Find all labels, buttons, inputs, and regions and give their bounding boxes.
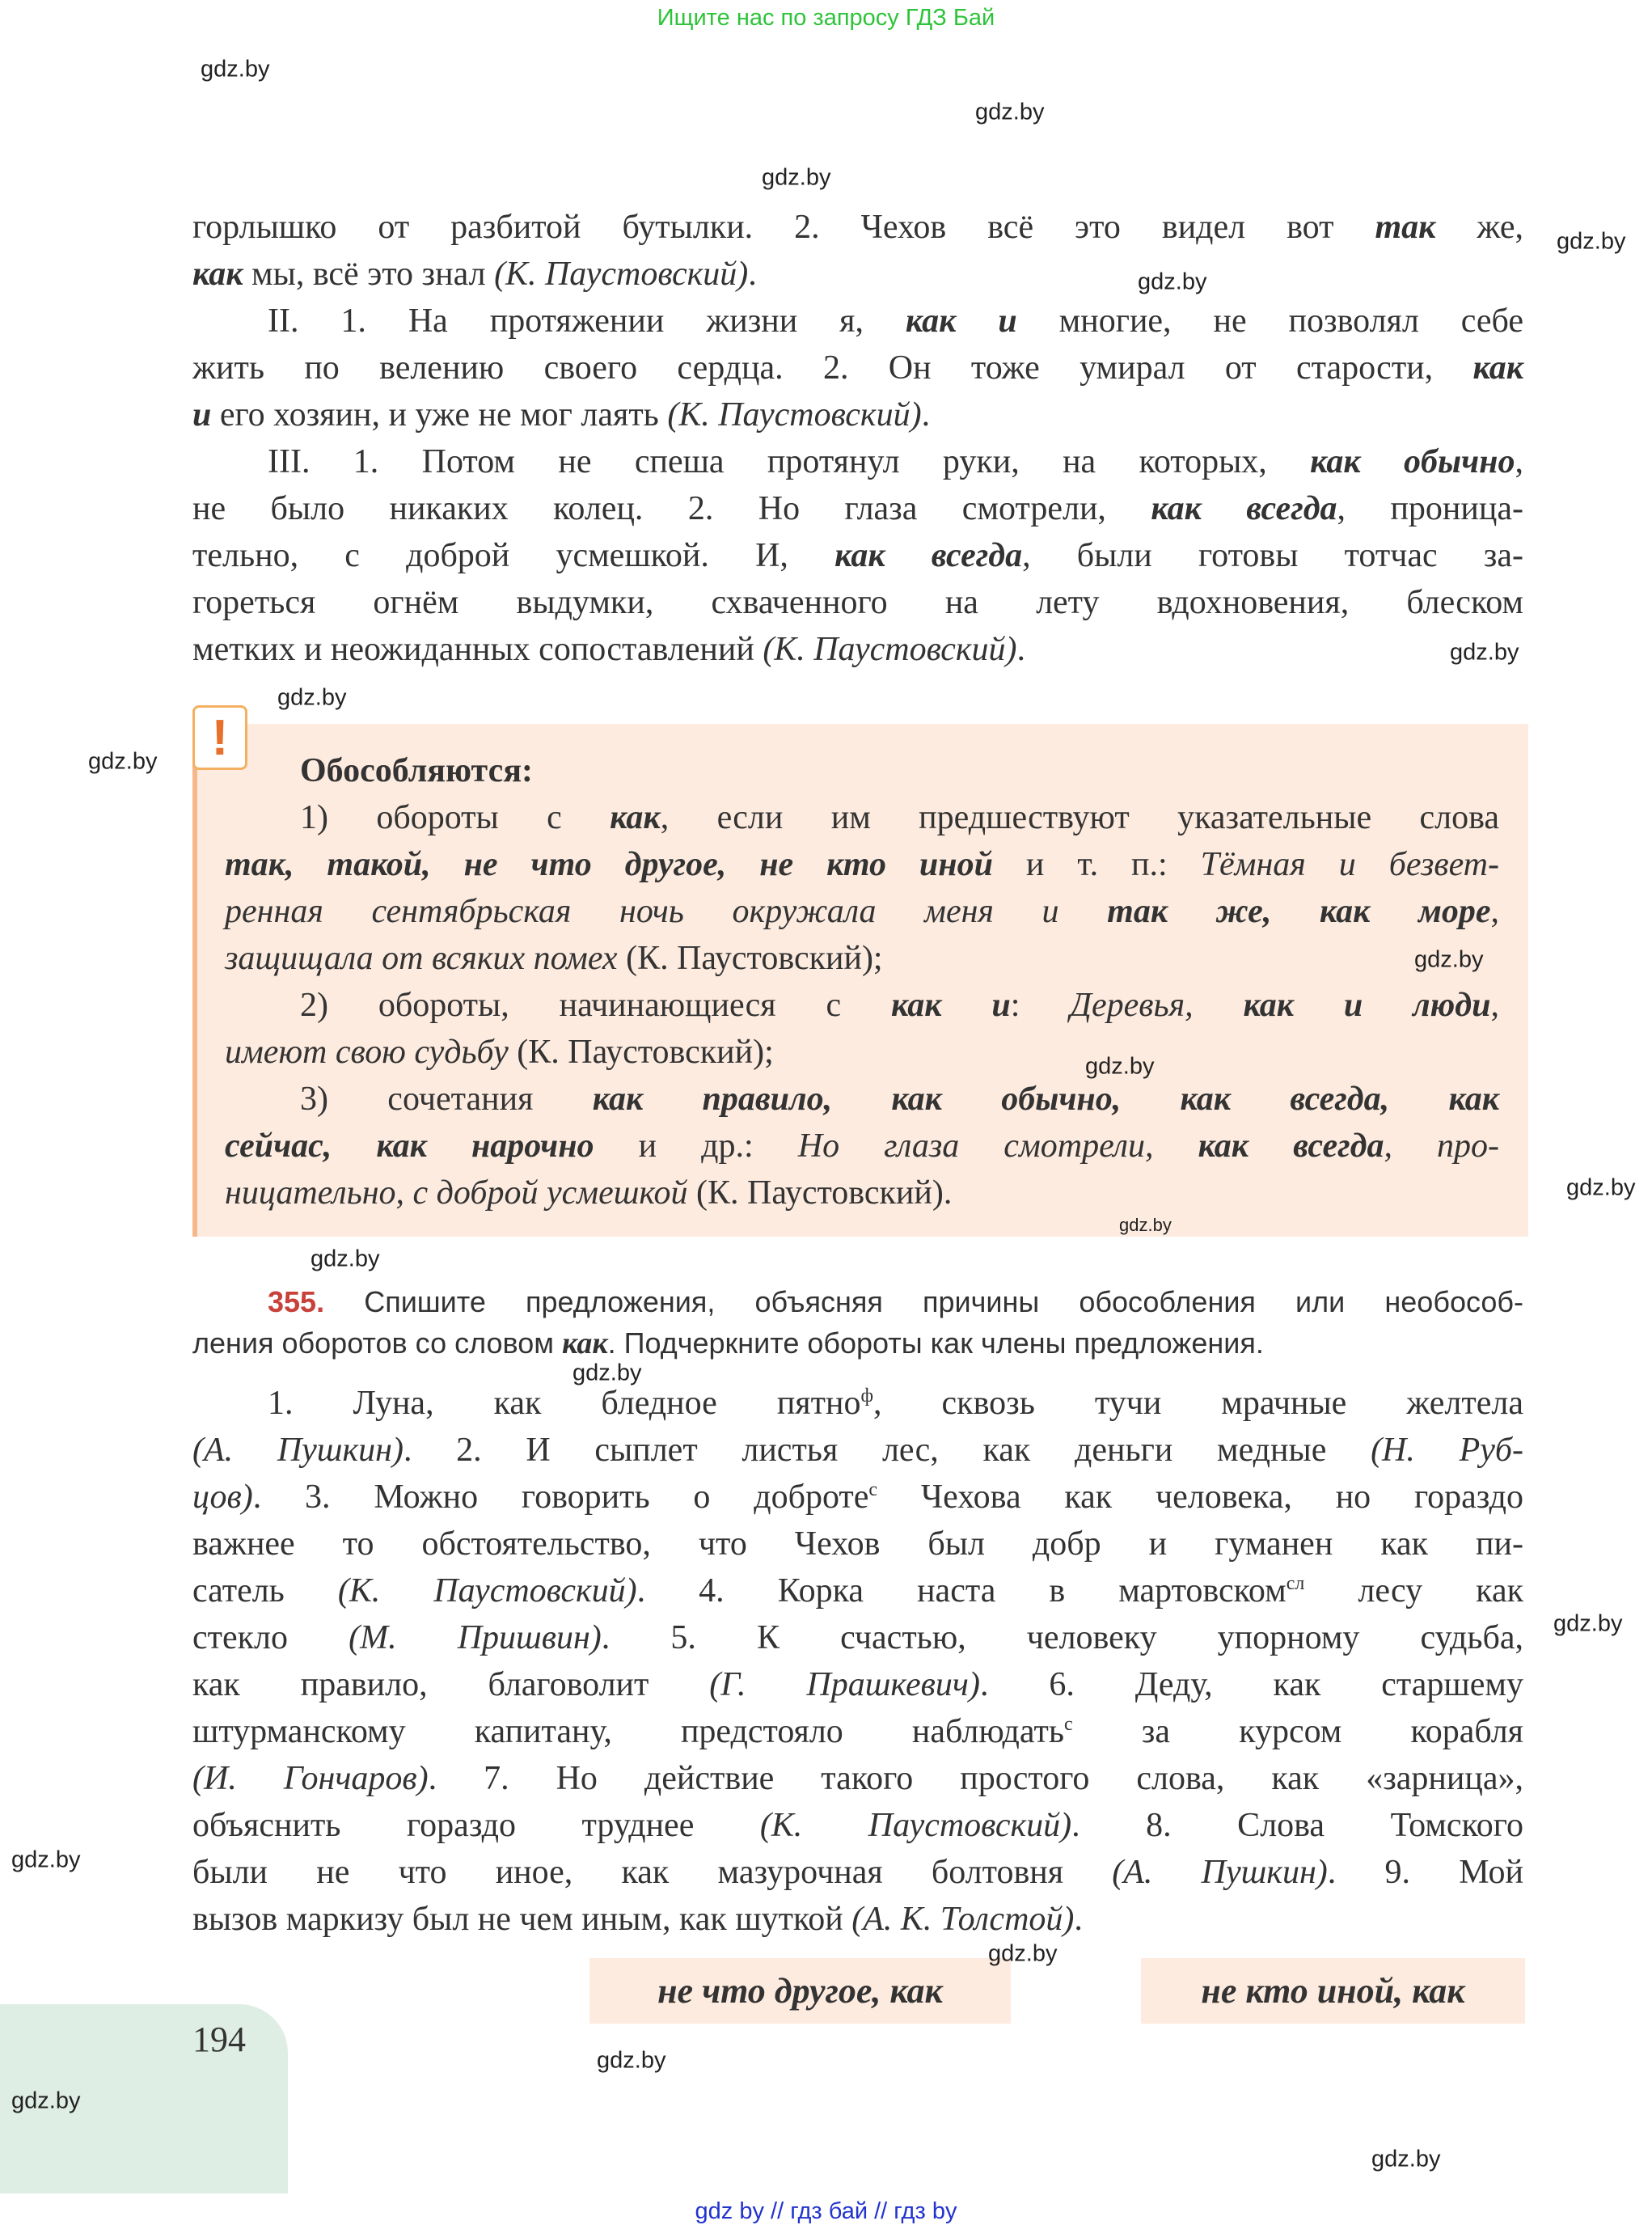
footer-links[interactable]: gdz by // гдз бай // гдз by (695, 2198, 957, 2224)
watermark: gdz.by (88, 748, 158, 775)
text-run: . 9. Мой (1327, 1854, 1523, 1891)
watermark: gdz.by (1414, 946, 1484, 973)
text-line (192, 626, 1523, 673)
text-run: , сквозь тучи мрачные желтела (873, 1385, 1523, 1422)
text-run: гореться огнём выдумки, схваченного на лету вдохновения, блеском (192, 584, 1523, 621)
text-run: Спишите предложения, объясняя причины обособления или необособ- (324, 1285, 1523, 1318)
text-run: . 3. Можно говорить о доброте (252, 1478, 869, 1516)
phrase-tag: не кто иной, как (1141, 1958, 1525, 2024)
text-line (225, 1076, 1499, 1123)
text-run: . (748, 256, 757, 293)
text-run: как всегда (1198, 1127, 1384, 1165)
text-run: многие, не позволял себе (1016, 302, 1523, 340)
text-run: цов) (192, 1478, 253, 1516)
watermark: gdz.by (1371, 2146, 1441, 2172)
text-run: Обособляются: (300, 752, 534, 789)
watermark: gdz.by (1119, 1215, 1172, 1235)
text-run: . (1074, 1901, 1083, 1938)
text-run: не было никаких колец. 2. Но глаза смотрели, (192, 490, 1151, 527)
text-line (192, 1614, 1523, 1661)
text-run: . 5. К счастью, человеку упорному судьба, (601, 1619, 1523, 1656)
text-run: (К. Паустовский) (667, 396, 922, 434)
text-run: (К. Паустовский) (759, 1807, 1072, 1844)
text-run: метких и неожиданных сопоставлений (192, 631, 763, 668)
text-run: (К. Паустовский) (337, 1572, 637, 1610)
watermark: gdz.by (11, 2088, 81, 2114)
text-run: сл (1286, 1573, 1305, 1594)
search-hint: Ищите нас по запросу ГДЗ Бай (657, 5, 995, 31)
text-run: и (192, 396, 212, 434)
text-line (192, 1896, 1523, 1943)
watermark: gdz.by (1566, 1174, 1636, 1201)
text-line (192, 1427, 1523, 1474)
text-line (225, 1123, 1499, 1170)
watermark: gdz.by (988, 1940, 1058, 1967)
text-run: так (1375, 209, 1436, 246)
page-number: 194 (192, 2020, 246, 2059)
text-run: , (1490, 987, 1500, 1024)
text-run: как всегда (834, 537, 1023, 574)
text-run: ф (860, 1385, 874, 1406)
text-line (225, 982, 1499, 1029)
text-run: , были готовы тотчас за- (1022, 537, 1523, 574)
text-line (192, 1521, 1523, 1567)
text-run: защищала от всяких помех (225, 940, 618, 977)
text-run: II. 1. На протяжении жизни я, (268, 302, 906, 340)
text-run: сатель (192, 1572, 338, 1610)
task-355-instructions (192, 1281, 1523, 1364)
text-run: (А. Пушкин) (1112, 1854, 1328, 1891)
text-run: горлышко от разбитой бутылки. 2. Чехов всё это видел вот (192, 209, 1375, 246)
text-run: 2) обороты, начинающиеся с (300, 987, 891, 1024)
text-line (192, 1661, 1523, 1708)
text-run: 1. Луна, как бледное пятно (268, 1385, 861, 1422)
text-run: как (192, 256, 243, 293)
text-run: Но глаза смотрели, (797, 1127, 1198, 1165)
watermark: gdz.by (1138, 269, 1207, 295)
text-run: (И. Гончаров) (192, 1760, 429, 1797)
text-line (225, 841, 1499, 888)
text-run: важнее то обстоятельство, что Чехов был добр и гуманен как пи- (192, 1525, 1523, 1563)
text-line (192, 579, 1523, 626)
text-run: , проница- (1337, 490, 1523, 527)
text-run: имеют свою судьбу (225, 1034, 509, 1071)
text-run: : (1010, 987, 1071, 1024)
text-run: (К. Паустовский) (763, 631, 1017, 668)
text-run: же, (1435, 209, 1523, 246)
text-run: за курсом корабля (1072, 1713, 1523, 1750)
watermark: gdz.by (762, 164, 831, 191)
text-line (192, 1802, 1523, 1849)
text-run: . 4. Корка наста в мартовском (636, 1572, 1287, 1610)
text-run: как всегда (1151, 490, 1337, 527)
watermark: gdz.by (1553, 1610, 1623, 1637)
text-line (192, 1474, 1523, 1521)
text-run: . (921, 396, 931, 434)
task-number: 355. (268, 1285, 325, 1318)
watermark: gdz.by (1557, 228, 1626, 255)
text-run: как правило, как обычно, как всегда, как (592, 1081, 1499, 1118)
text-run: как правило, благоволит (192, 1666, 710, 1703)
text-run: и т. п.: (992, 846, 1201, 883)
text-run: Деревья, (1070, 987, 1244, 1024)
text-run: как и (905, 302, 1017, 340)
text-run: лесу как (1304, 1572, 1523, 1610)
text-run: (К. Паустовский). (687, 1174, 953, 1212)
text-run: , если им предшествуют указательные слова (660, 799, 1499, 836)
text-run: мы, всё это знал (243, 256, 495, 293)
text-run: ренная сентябрьская ночь окружала меня и (225, 893, 1108, 930)
watermark: gdz.by (201, 56, 270, 82)
text-line (192, 251, 1523, 298)
text-run: (А. Пушкин) (192, 1432, 403, 1469)
text-run: (А. К. Толстой) (851, 1901, 1075, 1938)
text-line (192, 391, 1523, 438)
text-run: . 7. Но действие такого простого слова, как «зарница», (428, 1760, 1523, 1797)
text-run: как и (890, 987, 1011, 1024)
text-run: . 8. Слова Томского (1071, 1807, 1523, 1844)
text-run: 1) обороты с (300, 799, 611, 836)
text-run: (К. Паустовский) (494, 256, 749, 293)
watermark: gdz.by (1085, 1053, 1155, 1080)
text-run: штурманскому капитану, предстояло наблюдать (192, 1713, 1064, 1750)
text-run: . (1016, 631, 1026, 668)
watermark: gdz.by (311, 1246, 380, 1272)
watermark: gdz.by (11, 1846, 81, 1873)
text-run: как обычно (1310, 443, 1515, 480)
text-line (192, 532, 1523, 579)
text-line (192, 204, 1523, 251)
text-run: были не что иное, как мазурочная болтовня (192, 1854, 1113, 1891)
text-line (225, 794, 1499, 841)
text-run: так, такой, не что другое, не кто иной (225, 846, 993, 883)
text-line (192, 298, 1523, 345)
watermark: gdz.by (975, 99, 1045, 125)
text-run: Тёмная и безвет- (1200, 846, 1499, 883)
text-line (225, 935, 1499, 982)
text-run: . 6. Деду, как старшему (979, 1666, 1523, 1703)
text-run: III. 1. Потом не спеша протянул руки, на которых, (268, 443, 1311, 480)
text-run: как и люди (1243, 987, 1491, 1024)
text-run: тельно, с доброй усмешкой. И, (192, 537, 835, 574)
text-line (225, 747, 1499, 794)
text-run: (Н. Руб- (1371, 1432, 1523, 1469)
text-line (192, 1567, 1523, 1614)
phrase-tag: не что другое, как (589, 1958, 1011, 2024)
watermark: gdz.by (572, 1360, 642, 1386)
text-continuation (192, 204, 1523, 673)
text-line (192, 438, 1523, 485)
text-run: как (562, 1326, 608, 1360)
text-line (225, 1170, 1499, 1216)
watermark: gdz.by (597, 2047, 666, 2074)
text-run: ления оборотов со словом (192, 1326, 563, 1360)
text-run: (Г. Прашкевич) (709, 1666, 980, 1703)
text-run: (М. Пришвин) (349, 1619, 602, 1656)
text-run: стекло (192, 1619, 349, 1656)
text-run: . Подчеркните обороты как члены предложения. (607, 1326, 1264, 1360)
text-run: 3) сочетания (300, 1081, 593, 1118)
text-line (192, 1849, 1523, 1896)
text-run: . 2. И сыплет листья лес, как деньги медные (403, 1432, 1371, 1469)
text-run: , про- (1384, 1127, 1500, 1165)
rule-text (225, 747, 1499, 1216)
text-run: и др.: (594, 1127, 798, 1165)
text-run: Чехова как человека, но гораздо (877, 1478, 1523, 1516)
text-run: как (1472, 349, 1523, 387)
text-run: жить по велению своего сердца. 2. Он тоже умирал от старости, (192, 349, 1473, 387)
text-line (192, 485, 1523, 532)
text-line (225, 888, 1499, 935)
text-run: объяснить гораздо труднее (192, 1807, 760, 1844)
text-line (192, 345, 1523, 391)
exclamation-icon: ! (192, 705, 247, 770)
text-run: (К. Паустовский); (617, 940, 883, 977)
text-run: , (1490, 893, 1499, 930)
text-run: как (610, 799, 661, 836)
text-run: вызов маркизу был не чем иным, как шуткой (192, 1901, 852, 1938)
text-run: с (868, 1479, 878, 1500)
text-line (192, 1708, 1523, 1755)
text-line (192, 1322, 1523, 1364)
text-line (192, 1281, 1523, 1322)
watermark: gdz.by (1450, 639, 1519, 666)
text-run: его хозяин, и уже не мог лаять (211, 396, 668, 434)
text-run: ницательно, с доброй усмешкой (225, 1174, 688, 1212)
text-line (225, 1029, 1499, 1076)
text-run: сейчас, как нарочно (225, 1127, 594, 1165)
text-line (192, 1755, 1523, 1802)
text-run: (К. Паустовский); (508, 1034, 774, 1071)
text-run: так же, как море (1107, 893, 1491, 930)
text-line (192, 1380, 1523, 1427)
exercise-sentences (192, 1380, 1523, 1943)
watermark: gdz.by (277, 684, 347, 711)
text-run: , (1515, 443, 1523, 480)
text-run: с (1064, 1714, 1073, 1735)
